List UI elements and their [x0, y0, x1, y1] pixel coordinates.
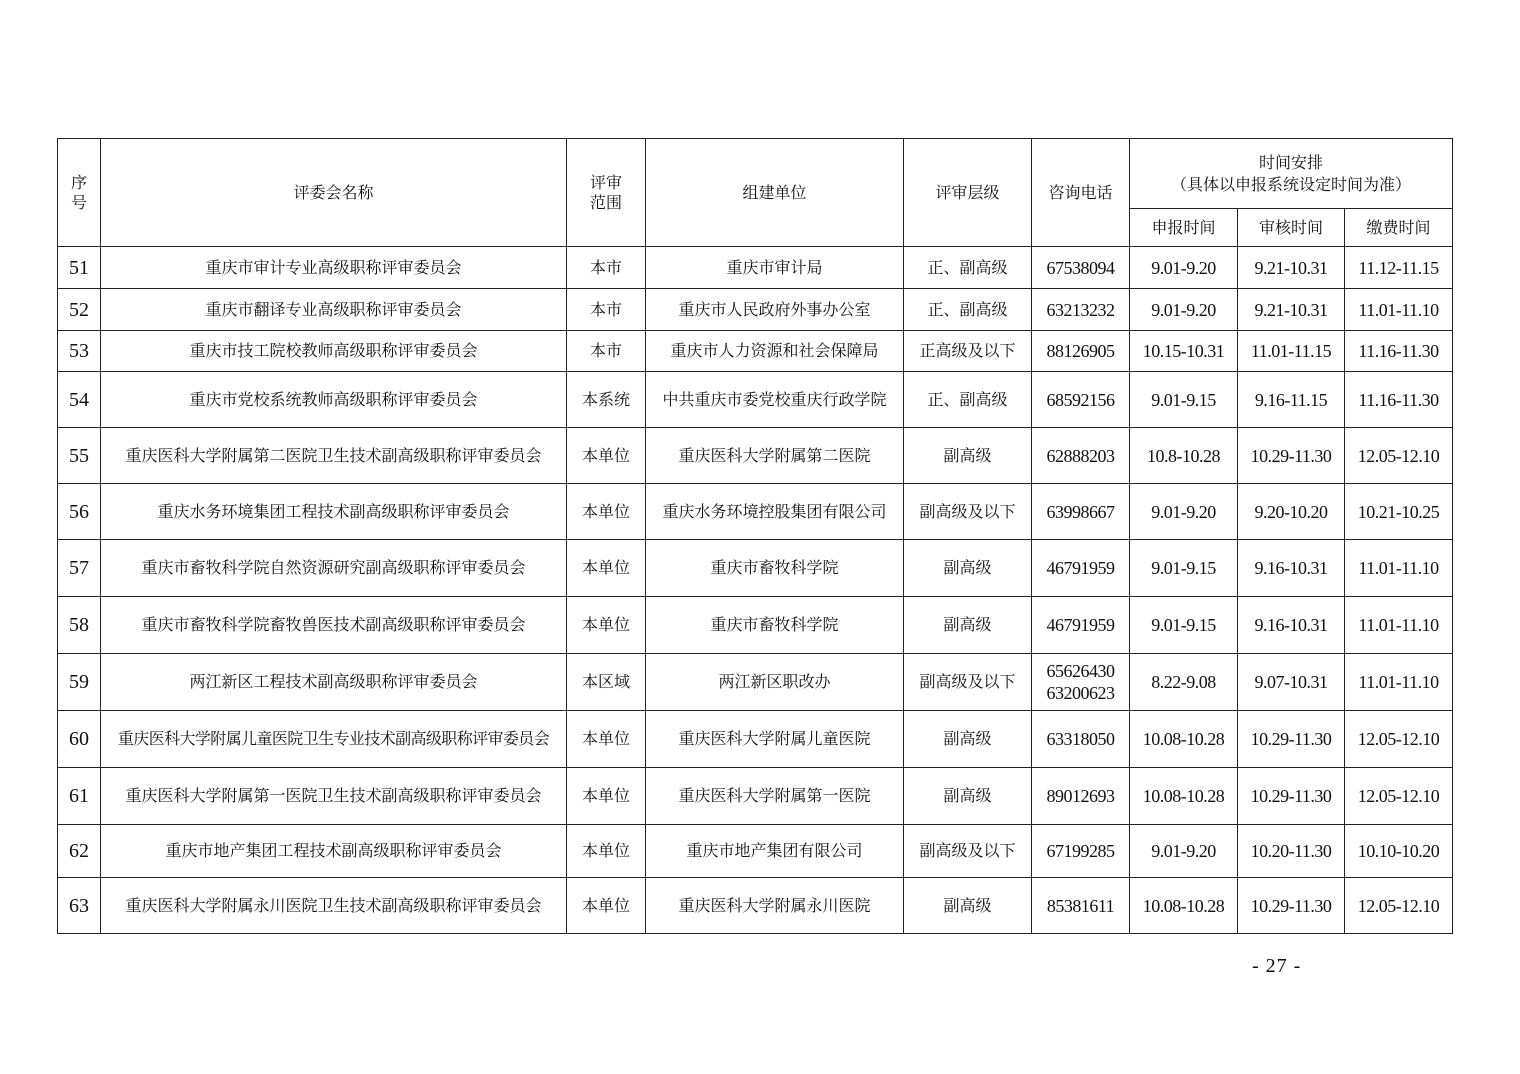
cell-review: 10.20-11.30	[1238, 825, 1345, 878]
cell-fee: 11.12-11.15	[1345, 247, 1453, 289]
cell-level: 副高级	[904, 878, 1032, 934]
cell-scope: 本单位	[567, 484, 646, 540]
cell-level: 副高级	[904, 597, 1032, 654]
cell-name: 重庆市技工院校教师高级职称评审委员会	[101, 331, 567, 372]
cell-fee: 12.05-12.10	[1345, 768, 1453, 825]
cell-fee: 10.10-10.20	[1345, 825, 1453, 878]
cell-name: 重庆市审计专业高级职称评审委员会	[101, 247, 567, 289]
cell-seq: 53	[58, 331, 101, 372]
cell-seq: 61	[58, 768, 101, 825]
cell-level: 副高级	[904, 711, 1032, 768]
cell-scope: 本区域	[567, 654, 646, 711]
cell-review: 11.01-11.15	[1238, 331, 1345, 372]
table-row	[58, 331, 1453, 372]
cell-seq: 51	[58, 247, 101, 289]
cell-seq: 62	[58, 825, 101, 878]
table-row	[58, 711, 1453, 768]
cell-scope: 本单位	[567, 597, 646, 654]
cell-phone: 89012693	[1032, 768, 1130, 825]
cell-seq: 63	[58, 878, 101, 934]
cell-apply: 10.15-10.31	[1130, 331, 1238, 372]
cell-fee: 11.16-11.30	[1345, 331, 1453, 372]
cell-level: 副高级及以下	[904, 654, 1032, 711]
cell-seq: 59	[58, 654, 101, 711]
cell-fee: 11.16-11.30	[1345, 372, 1453, 428]
cell-seq: 52	[58, 289, 101, 331]
cell-name: 重庆医科大学附属第一医院卫生技术副高级职称评审委员会	[101, 768, 567, 825]
cell-org: 重庆医科大学附属第二医院	[646, 428, 904, 484]
cell-org: 重庆市畜牧科学院	[646, 540, 904, 597]
cell-org: 重庆市人民政府外事办公室	[646, 289, 904, 331]
cell-phone-line-1: 65626430	[1046, 661, 1115, 681]
table-row	[58, 428, 1453, 484]
cell-level: 正、副高级	[904, 372, 1032, 428]
cell-apply: 10.08-10.28	[1130, 878, 1238, 934]
cell-phone: 67538094	[1032, 247, 1130, 289]
header-phone: 咨询电话	[1032, 139, 1130, 247]
cell-apply: 9.01-9.20	[1130, 484, 1238, 540]
header-review: 审核时间	[1238, 209, 1345, 247]
table-row	[58, 289, 1453, 331]
table-row	[58, 247, 1453, 289]
cell-review: 10.29-11.30	[1238, 768, 1345, 825]
cell-org: 两江新区职改办	[646, 654, 904, 711]
cell-level: 正、副高级	[904, 289, 1032, 331]
page-number: - 27 -	[1252, 955, 1302, 977]
cell-fee: 11.01-11.10	[1345, 597, 1453, 654]
cell-apply: 10.08-10.28	[1130, 768, 1238, 825]
table-row	[58, 768, 1453, 825]
cell-org: 重庆市畜牧科学院	[646, 597, 904, 654]
cell-phone: 46791959	[1032, 540, 1130, 597]
cell-phone: 68592156	[1032, 372, 1130, 428]
cell-scope: 本单位	[567, 711, 646, 768]
cell-scope: 本单位	[567, 428, 646, 484]
header-scope: 评审范围	[567, 139, 646, 247]
cell-apply: 9.01-9.20	[1130, 247, 1238, 289]
cell-name: 重庆水务环境集团工程技术副高级职称评审委员会	[101, 484, 567, 540]
cell-org: 中共重庆市委党校重庆行政学院	[646, 372, 904, 428]
cell-seq: 60	[58, 711, 101, 768]
cell-level: 副高级	[904, 540, 1032, 597]
cell-org: 重庆医科大学附属儿童医院	[646, 711, 904, 768]
cell-seq: 54	[58, 372, 101, 428]
cell-phone: 63998667	[1032, 484, 1130, 540]
cell-review: 9.21-10.31	[1238, 247, 1345, 289]
committee-table	[57, 138, 1453, 934]
cell-phone: 46791959	[1032, 597, 1130, 654]
cell-review: 9.16-10.31	[1238, 597, 1345, 654]
cell-fee: 12.05-12.10	[1345, 428, 1453, 484]
cell-review: 9.16-10.31	[1238, 540, 1345, 597]
cell-fee: 12.05-12.10	[1345, 711, 1453, 768]
cell-org: 重庆市地产集团有限公司	[646, 825, 904, 878]
cell-org: 重庆医科大学附属第一医院	[646, 768, 904, 825]
cell-scope: 本市	[567, 247, 646, 289]
cell-level: 副高级及以下	[904, 484, 1032, 540]
header-seq: 序号	[58, 139, 101, 247]
cell-name: 重庆市畜牧科学院畜牧兽医技术副高级职称评审委员会	[101, 597, 567, 654]
table-row	[58, 372, 1453, 428]
header-time-title: 时间安排	[1258, 152, 1323, 172]
cell-scope: 本市	[567, 331, 646, 372]
header-fee: 缴费时间	[1345, 209, 1453, 247]
header-name: 评委会名称	[101, 139, 567, 247]
cell-review: 9.20-10.20	[1238, 484, 1345, 540]
cell-org: 重庆市人力资源和社会保障局	[646, 331, 904, 372]
cell-review: 9.16-11.15	[1238, 372, 1345, 428]
cell-scope: 本市	[567, 289, 646, 331]
cell-review: 9.07-10.31	[1238, 654, 1345, 711]
cell-name: 重庆医科大学附属第二医院卫生技术副高级职称评审委员会	[101, 428, 567, 484]
cell-apply: 9.01-9.15	[1130, 372, 1238, 428]
cell-org: 重庆水务环境控股集团有限公司	[646, 484, 904, 540]
cell-phone: 85381611	[1032, 878, 1130, 934]
cell-scope: 本单位	[567, 825, 646, 878]
cell-seq: 56	[58, 484, 101, 540]
cell-apply: 9.01-9.15	[1130, 597, 1238, 654]
cell-level: 副高级	[904, 768, 1032, 825]
header-org: 组建单位	[646, 139, 904, 247]
table-row	[58, 878, 1453, 934]
cell-phone: 63318050	[1032, 711, 1130, 768]
cell-level: 正高级及以下	[904, 331, 1032, 372]
cell-level: 副高级	[904, 428, 1032, 484]
cell-name: 重庆医科大学附属永川医院卫生技术副高级职称评审委员会	[101, 878, 567, 934]
table-row	[58, 484, 1453, 540]
cell-phone: 67199285	[1032, 825, 1130, 878]
cell-name: 两江新区工程技术副高级职称评审委员会	[101, 654, 567, 711]
cell-name: 重庆市翻译专业高级职称评审委员会	[101, 289, 567, 331]
cell-level: 正、副高级	[904, 247, 1032, 289]
cell-fee: 11.01-11.10	[1345, 540, 1453, 597]
header-level: 评审层级	[904, 139, 1032, 247]
cell-fee: 12.05-12.10	[1345, 878, 1453, 934]
cell-name: 重庆医科大学附属儿童医院卫生专业技术副高级职称评审委员会	[101, 711, 567, 768]
cell-name: 重庆市畜牧科学院自然资源研究副高级职称评审委员会	[101, 540, 567, 597]
cell-name: 重庆市党校系统教师高级职称评审委员会	[101, 372, 567, 428]
cell-scope: 本单位	[567, 540, 646, 597]
cell-phone-line-2: 63200623	[1046, 683, 1115, 703]
cell-apply: 9.01-9.20	[1130, 825, 1238, 878]
cell-seq: 58	[58, 597, 101, 654]
cell-apply: 9.01-9.20	[1130, 289, 1238, 331]
cell-name: 重庆市地产集团工程技术副高级职称评审委员会	[101, 825, 567, 878]
cell-scope: 本单位	[567, 768, 646, 825]
cell-level: 副高级及以下	[904, 825, 1032, 878]
cell-org: 重庆市审计局	[646, 247, 904, 289]
cell-review: 10.29-11.30	[1238, 711, 1345, 768]
header-time	[1130, 139, 1453, 209]
cell-review: 10.29-11.30	[1238, 878, 1345, 934]
cell-fee: 11.01-11.10	[1345, 654, 1453, 711]
cell-seq: 55	[58, 428, 101, 484]
cell-review: 10.29-11.30	[1238, 428, 1345, 484]
cell-apply: 9.01-9.15	[1130, 540, 1238, 597]
cell-phone: 62888203	[1032, 428, 1130, 484]
cell-scope: 本系统	[567, 372, 646, 428]
cell-review: 9.21-10.31	[1238, 289, 1345, 331]
table-row	[58, 654, 1453, 711]
cell-apply: 10.08-10.28	[1130, 711, 1238, 768]
table-row	[58, 825, 1453, 878]
cell-fee: 11.01-11.10	[1345, 289, 1453, 331]
cell-phone: 63213232	[1032, 289, 1130, 331]
cell-apply: 8.22-9.08	[1130, 654, 1238, 711]
cell-phone	[1032, 654, 1130, 711]
header-time-note: （具体以申报系统设定时间为准）	[1170, 174, 1411, 194]
cell-org: 重庆医科大学附属永川医院	[646, 878, 904, 934]
cell-apply: 10.8-10.28	[1130, 428, 1238, 484]
cell-seq: 57	[58, 540, 101, 597]
table-row	[58, 597, 1453, 654]
cell-fee: 10.21-10.25	[1345, 484, 1453, 540]
header-apply: 申报时间	[1130, 209, 1238, 247]
table-row	[58, 540, 1453, 597]
cell-scope: 本单位	[567, 878, 646, 934]
cell-phone: 88126905	[1032, 331, 1130, 372]
